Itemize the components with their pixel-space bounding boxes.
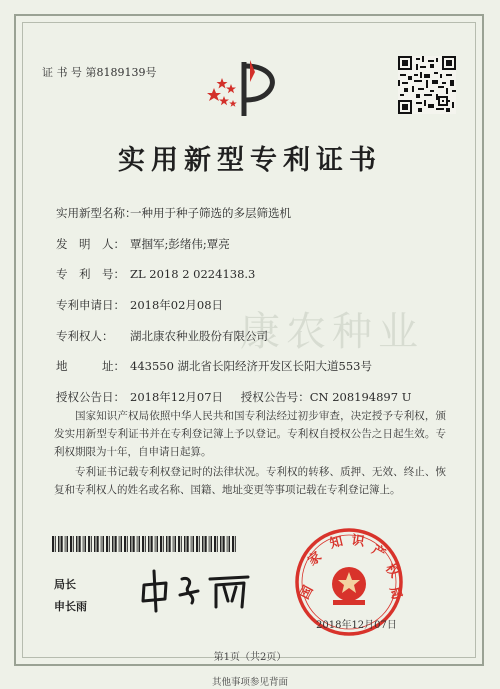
barcode-bar — [73, 536, 74, 552]
footer-note: 其他事项参见背面 — [211, 677, 288, 688]
seal-char: 知 — [328, 534, 345, 552]
barcode-bar — [184, 536, 186, 552]
barcode-bar — [85, 536, 87, 552]
signer-title: 局长 — [54, 578, 76, 591]
document-title: 实用新型专利证书 — [118, 145, 382, 176]
field-label: 专 利 号： — [56, 267, 125, 281]
barcode-bar — [191, 536, 192, 552]
field-inventors — [56, 236, 230, 252]
barcode-bar — [106, 536, 108, 552]
barcode-bar — [142, 536, 144, 552]
barcode-bar — [88, 536, 90, 552]
barcode-bar — [235, 536, 236, 552]
field-value: 湖北康农种业股份有限公司 — [130, 329, 268, 343]
field-label: 发 明 人： — [56, 237, 125, 251]
barcode-bar — [91, 536, 92, 552]
barcode-bar — [193, 536, 195, 552]
barcode-bar — [160, 536, 162, 552]
barcode-bar — [148, 536, 150, 552]
field-patent-number — [56, 266, 255, 282]
barcode-bar — [97, 536, 99, 552]
barcode-bar — [94, 536, 96, 552]
paragraph-register-notice: 专利证书记载专利权登记时的法律状况。专利权的转移、质押、无效、终止、恢复和专利权人的姓名或名称、国籍、地址变更等事项记载在专利登记簿上。 — [54, 466, 446, 496]
barcode-bar — [67, 536, 69, 552]
barcode-bar — [205, 536, 207, 552]
field-value: 一种用于种子筛选的多层筛选机 — [130, 206, 291, 220]
barcode-bar — [83, 536, 84, 552]
barcode-bar — [112, 536, 114, 552]
barcode-bar — [187, 536, 189, 552]
field-value: 覃掴军;彭绪伟;覃亮 — [130, 237, 230, 251]
barcode-bar — [124, 536, 126, 552]
watermark-text: 康农种业 — [240, 309, 424, 355]
field-value: 2018年02月08日 — [130, 298, 224, 312]
barcode-bar — [115, 536, 117, 552]
barcode-bar — [119, 536, 120, 552]
barcode-bar — [211, 536, 213, 552]
certificate-number: 证 书 号 第8189139号 — [42, 66, 157, 79]
barcode-bar — [227, 536, 228, 552]
barcode-bar — [223, 536, 225, 552]
field-label: 专利申请日： — [56, 298, 125, 312]
barcode-bar — [103, 536, 105, 552]
field-value: 2018年12月07日 — [130, 390, 224, 404]
field-label: 授权公告日： — [56, 390, 125, 404]
qr-code-icon[interactable] — [398, 56, 456, 114]
paragraph-grant-notice: 国家知识产权局依照中华人民共和国专利法经过初步审查，决定授予专利权，颁发实用新型专利证书并在专利登记簿上予以登记。专利权自授权公告之日起生效。专利权期限为十年，自申请日起算。 — [54, 410, 446, 458]
signer-name: 申长雨 — [54, 600, 87, 613]
field-value: 443550 湖北省长阳经济开发区长阳大道553号 — [130, 359, 373, 373]
barcode-bar — [145, 536, 146, 552]
barcode-bar — [214, 536, 216, 552]
field-label: 实用新型名称： — [56, 206, 137, 220]
barcode-bar — [209, 536, 210, 552]
barcode-bar — [229, 536, 231, 552]
signature-icon — [138, 565, 258, 615]
seal-char: 权 — [381, 561, 402, 581]
barcode-bar — [139, 536, 141, 552]
barcode-bar — [101, 536, 102, 552]
barcode-bar — [178, 536, 180, 552]
barcode-bar — [181, 536, 182, 552]
barcode-bar — [202, 536, 204, 552]
field-value: ZL 2018 2 0224138.3 — [130, 267, 256, 281]
barcode-bar — [155, 536, 156, 552]
barcode-bar — [130, 536, 132, 552]
cnipa-logo-icon — [200, 58, 290, 120]
seal-char: 局 — [386, 584, 405, 602]
barcode-bar — [109, 536, 110, 552]
field-utility-model-name — [56, 205, 291, 221]
barcode-bar — [217, 536, 218, 552]
barcode-bar — [61, 536, 63, 552]
barcode-bar — [76, 536, 78, 552]
barcode-bar — [196, 536, 198, 552]
barcode-bar — [173, 536, 174, 552]
barcode-bar — [163, 536, 164, 552]
field-label: 地 址： — [56, 359, 125, 373]
barcode-bar — [169, 536, 171, 552]
barcode-bar — [137, 536, 138, 552]
field-grant-date — [56, 389, 411, 405]
barcode-bar — [151, 536, 153, 552]
seal-char: 产 — [369, 542, 388, 562]
barcode-bar — [58, 536, 60, 552]
field-application-date — [56, 297, 223, 313]
seal-char: 识 — [350, 533, 366, 550]
seal-date: 2018年12月07日 — [316, 620, 397, 631]
barcode-bar — [199, 536, 200, 552]
field-address — [56, 358, 372, 374]
barcode-bar — [220, 536, 222, 552]
barcode-bar — [175, 536, 177, 552]
barcode-bar — [70, 536, 72, 552]
barcode-bar — [166, 536, 168, 552]
field-label: 授权公告号： — [240, 390, 310, 404]
barcode-icon — [52, 536, 238, 552]
barcode-bar — [52, 536, 54, 552]
seal-char: 国 — [297, 583, 317, 602]
barcode-bar — [121, 536, 123, 552]
field-value: CN 208194897 U — [309, 390, 412, 404]
seal-char: 家 — [305, 549, 325, 570]
page-number: 第1页（共2页） — [213, 652, 287, 663]
field-patentee — [56, 328, 268, 344]
barcode-bar — [55, 536, 56, 552]
barcode-bar — [65, 536, 66, 552]
field-label: 专利权人： — [56, 329, 114, 343]
barcode-bar — [157, 536, 159, 552]
barcode-bar — [232, 536, 234, 552]
barcode-bar — [79, 536, 81, 552]
barcode-bar — [133, 536, 135, 552]
barcode-bar — [127, 536, 128, 552]
